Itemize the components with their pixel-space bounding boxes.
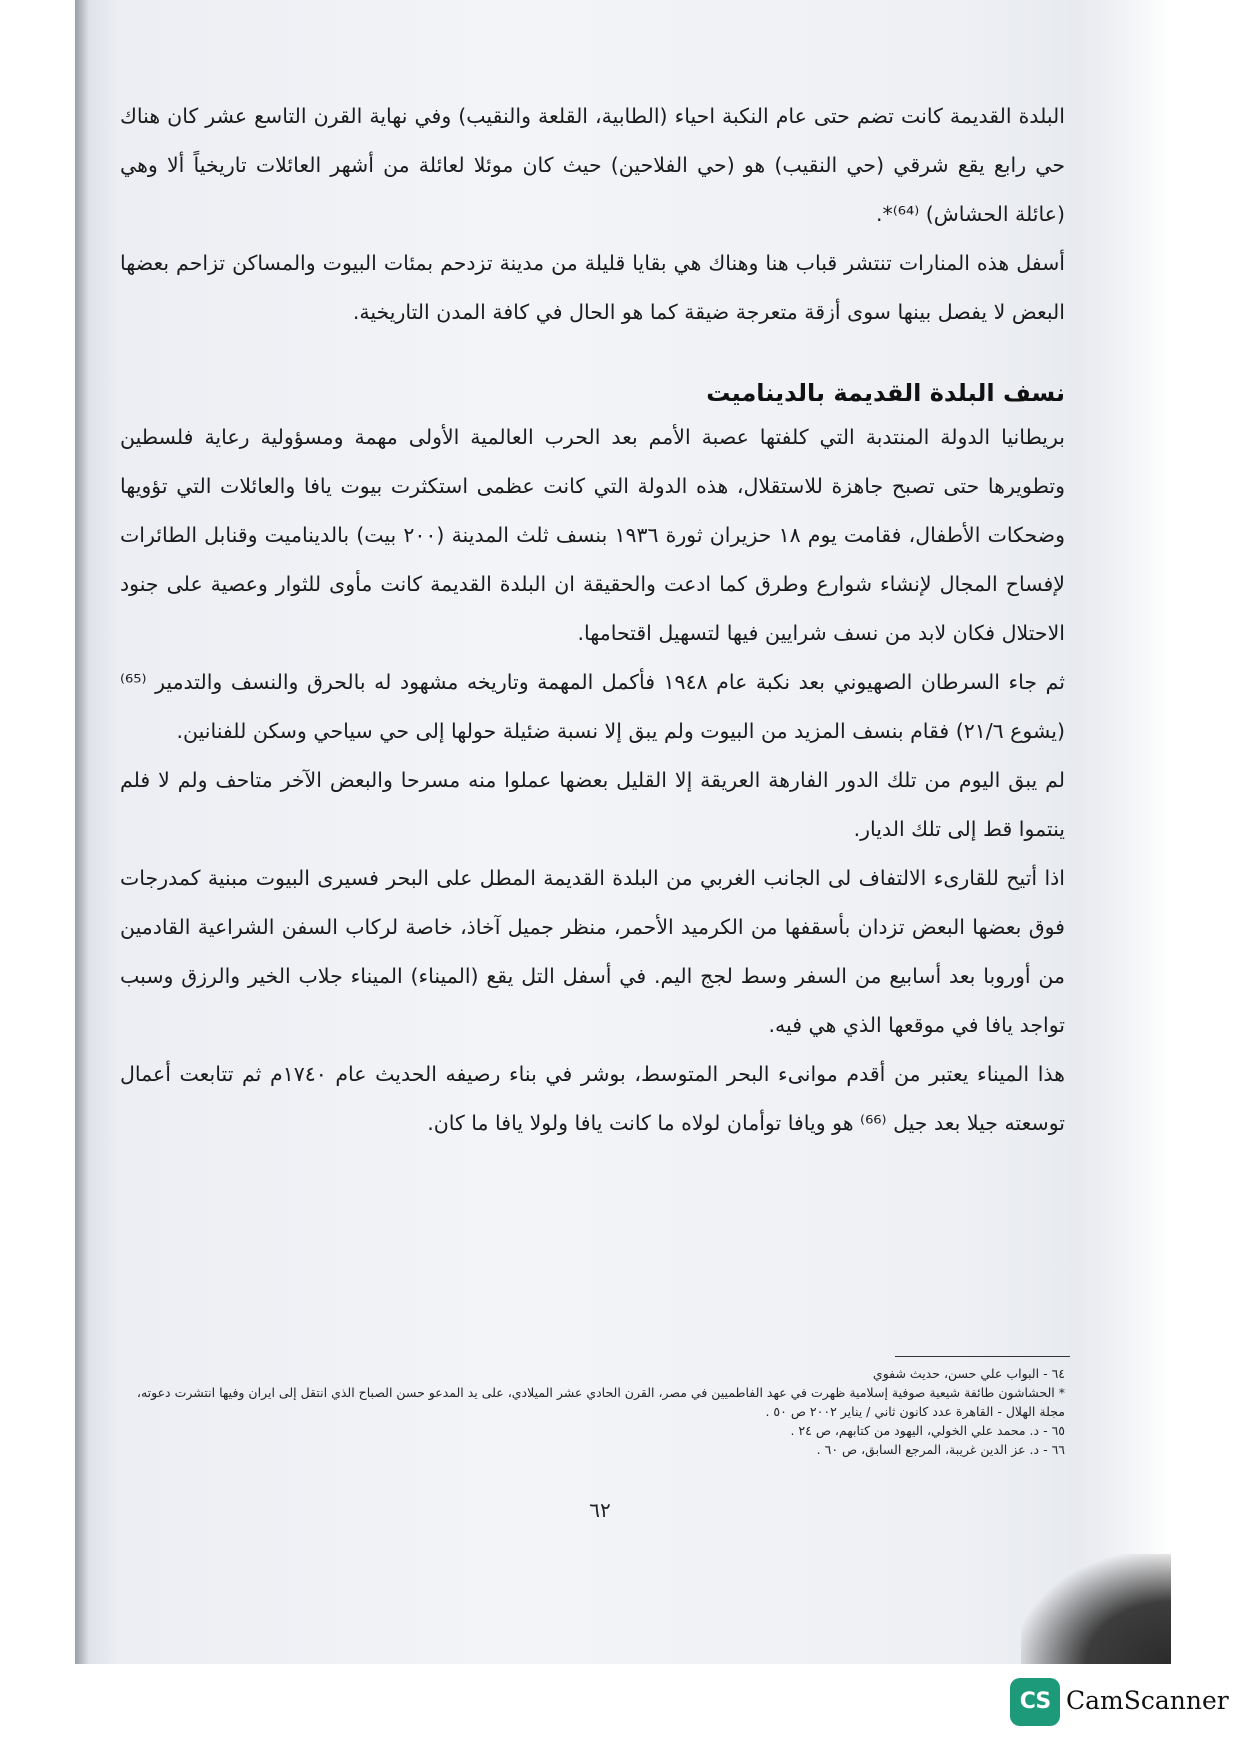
footnote-65: ٦٥ - د. محمد علي الخولي، اليهود من كتابهم، ص ٢٤ . (790, 1423, 1065, 1438)
footnote-divider (895, 1356, 1070, 1357)
footnotes (120, 1364, 1065, 1459)
paragraph-port: هذا الميناء يعتبر من أقدم موانىء البحر المتوسط، بوشر في بناء رصيفه الحديث عام ١٧٤٠م ثم تتابعت أعمال توسعته جيلا بعد جيل ⁽⁶⁶⁾ هو ويافا توأمان لولاه ما كانت يافا ولولا يافا ما كان. (120, 1062, 1065, 1135)
paragraph-western-side: اذا أتيح للقارىء الالتفاف لى الجانب الغربي من البلدة القديمة المطل على البحر فسيرى البيوت مبنية كمدرجات فوق بعضها البعض تزدان بأسقفها من الكرميد الأحمر، منظر جميل آخاذ، خاصة لركاب السفن الشراعية القادمين من أوروبا بعد أسابيع من السفر وسط لجج اليم. في أسفل التل يقع (الميناء) الميناء جلاب الخير والرزق وسبب تواجد يافا في موقعها الذي هي فيه. (120, 866, 1065, 1037)
page-body (120, 92, 1065, 1512)
footnote-asterisk: * الحشاشون طائفة شيعية صوفية إسلامية ظهرت في عهد الفاطميين في مصر، القرن الحادي عشر الميلادي، على يد المدعو حسن الصباح الذي انتقل إلى ايران وفيها انتشرت دعوته، مجلة الهلال - القاهرة عدد كانون ثاني / يناير ٢٠٠٢ ص ٥٠ . (136, 1385, 1065, 1419)
paragraph-remaining-houses: لم يبق اليوم من تلك الدور الفارهة العريقة إلا القليل بعضها عملوا منه مسرحا والبعض الآخر متاحف ولم لا فلم ينتموا قط إلى تلك الديار. (120, 768, 1065, 841)
camscanner-logo-icon: CS (1010, 1678, 1060, 1726)
paragraph-neighborhoods: البلدة القديمة كانت تضم حتى عام النكبة احياء (الطابية، القلعة والنقيب) وفي نهاية القرن التاسع عشر كان هناك حي رابع يقع شرقي (حي النقيب) هو (حي الفلاحين) حيث كان موئلا لعائلة من أشهر العائلات تاريخياً ألا وهي (عائلة الحشاش) ⁽⁶⁴⁾*. (120, 104, 1065, 226)
page-edge-shadow (75, 0, 89, 1664)
thumb-shadow (1021, 1554, 1171, 1664)
page-number: ٦٢ (589, 1498, 611, 1522)
camscanner-label: CamScanner (1066, 1686, 1229, 1715)
footnote-64: ٦٤ - البواب علي حسن، حديث شفوي (872, 1366, 1065, 1381)
footnote-66: ٦٦ - د. عز الدين غريبة، المرجع السابق، ص ٦٠ . (816, 1442, 1065, 1457)
paragraph-domes: أسفل هذه المنارات تنتشر قباب هنا وهناك هي بقايا قليلة من مدينة تزدحم بمئات البيوت والمساكن تزاحم بعضها البعض لا يفصل بينها سوى أزقة متعرجة ضيقة كما هو الحال في كافة المدن التاريخية. (120, 251, 1065, 324)
section-heading: نسف البلدة القديمة بالديناميت (706, 379, 1065, 407)
paragraph-britain: بريطانيا الدولة المنتدبة التي كلفتها عصبة الأمم بعد الحرب العالمية الأولى مهمة ومسؤولية رعاية فلسطين وتطويرها حتى تصبح جاهزة للاستقلال، هذه الدولة التي كانت عظمى استكثرت بيوت يافا والعائلات التي تؤويها وضحكات الأطفال، فقامت يوم ١٨ حزيران ثورة ١٩٣٦ بنسف ثلث المدينة (٢٠٠ بيت) بالديناميت وقنابل الطائرات لإفساح المجال لإنشاء شوارع وطرق كما ادعت والحقيقة ان البلدة القديمة كانت مأوى للثوار وعصية على جنود الاحتلال فكان لابد من نسف شرايين فيها لتسهيل اقتحامها. (120, 425, 1065, 645)
paragraph-zionist: ثم جاء السرطان الصهيوني بعد نكبة عام ١٩٤٨ فأكمل المهمة وتاريخه مشهود له بالحرق والنسف والتدمير ⁽⁶⁵⁾ (يشوع ٢١/٦) فقام بنسف المزيد من البيوت ولم يبق إلا نسبة ضئيلة حولها إلى حي سياحي وسكن للفنانين. (120, 670, 1065, 743)
page-glare (1081, 0, 1171, 1664)
